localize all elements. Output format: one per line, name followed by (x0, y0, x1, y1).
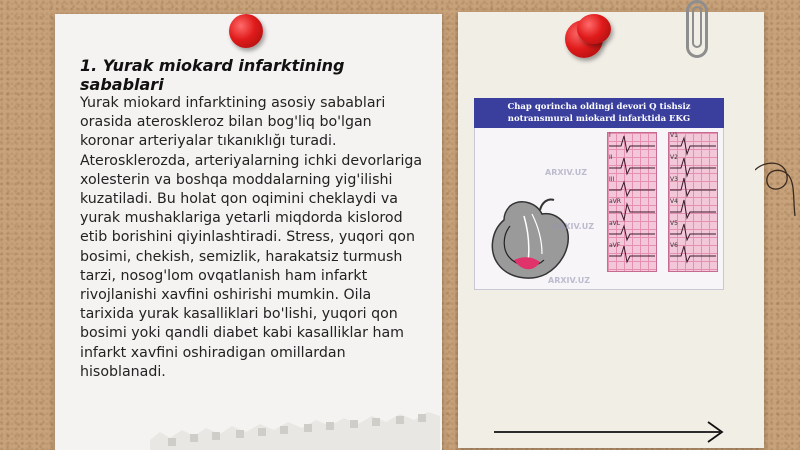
watermark-3: ARXIV.UZ (548, 276, 590, 285)
ecg-lead-labels-left (609, 132, 631, 264)
lead-label: V3 (670, 176, 678, 183)
body-paragraph: Yurak miokard infarktining asosiy sabablari orasida ateroskleroz bilan bog'liq bo'lgan koronar arteriyalar tıkanıklığı turadi. Aterosklerozda, arteriyalarning ichki devorlariga xolesterin va boshqa moddalarning yig'ilishi kuzatiladi. Bu holat qon oqimini cheklaydi va yurak mushaklariga yetarli miqdorda kislorod etib borishini qiyinlashtiradi. Stress, yuqori qon bosimi, chekish, semizlik, harakatsiz turmush tarzi, nosog'lom ovqatlanish ham infarkt rivojlanishi xavfini oshirishi mumkin. Oila tarixida yurak kasalliklari bo'lishi, yuqori qon bosimi yoki qandli diabet kabi kasalliklar ham infarkt xavfini oshiradigan omillardan hisoblanadi. (80, 95, 423, 380)
lead-label: I (609, 132, 611, 139)
section-heading: 1. Yurak miokard infarktining sabablari (80, 56, 345, 94)
figure-title (474, 98, 724, 128)
lead-label: aVR (609, 198, 621, 205)
lead-label: III (609, 176, 615, 183)
ecg-lead-labels-right (670, 132, 692, 264)
lead-label: aVF (609, 242, 621, 249)
pushpin-left-icon (229, 14, 263, 48)
lead-label: II (609, 154, 613, 161)
lead-label: aVL (609, 220, 621, 227)
lead-label: V5 (670, 220, 678, 227)
pushpin-right-head-icon (577, 14, 611, 44)
paperclip-inner (692, 6, 702, 48)
heart-illustration (484, 190, 584, 285)
lead-label: V2 (670, 154, 678, 161)
figure-title-line2: notransmural miokard infarktida EKG (507, 114, 691, 124)
lead-label: V4 (670, 198, 678, 205)
string-swirl-decoration (755, 150, 800, 240)
lead-label: V6 (670, 242, 678, 249)
lead-label: V1 (670, 132, 678, 139)
watermark-1: ARXIV.UZ (545, 168, 587, 177)
arrow-right-icon (494, 420, 726, 446)
figure-title-line1: Chap qorincha oldingi devori Q tishsiz (507, 102, 691, 112)
torn-paper-edge (150, 400, 440, 450)
watermark-2: ARXIV.UZ (552, 222, 594, 231)
